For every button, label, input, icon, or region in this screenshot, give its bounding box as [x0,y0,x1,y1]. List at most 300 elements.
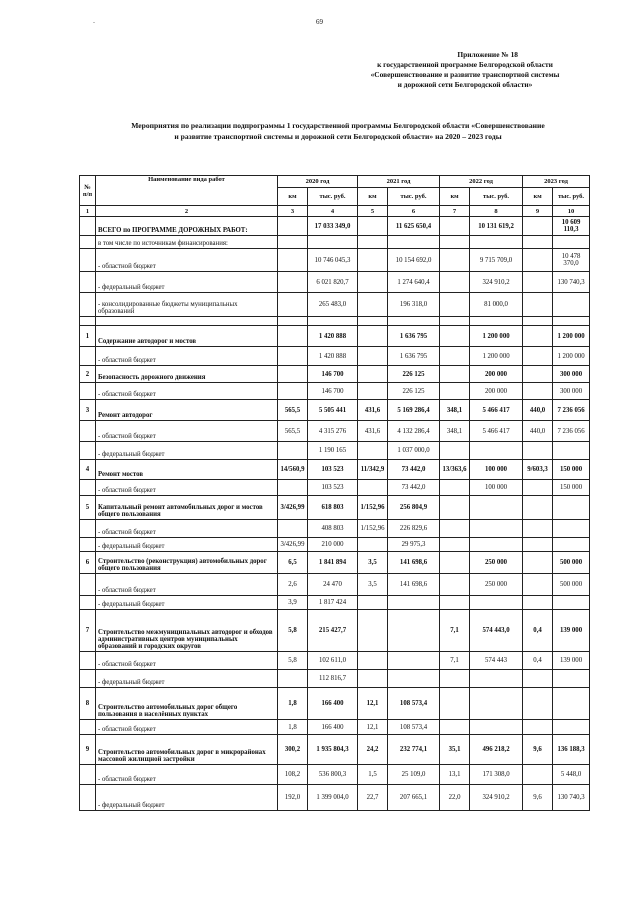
km-cell [278,383,308,400]
column-number: 6 [388,206,440,217]
km-cell [523,326,553,347]
amount-cell [553,596,590,610]
amount-cell: 200 000 [470,366,523,383]
km-cell [523,442,553,460]
table-row [80,366,590,383]
row-number [80,347,96,366]
table-row [80,293,590,317]
amount-cell: 1 636 795 [388,347,440,366]
table-row [80,720,590,735]
amount-cell: 1 200 000 [553,347,590,366]
amount-cell: 1 200 000 [470,347,523,366]
km-cell: 565,5 [278,400,308,421]
amount-cell [553,720,590,735]
table-row [80,596,590,610]
table-body [80,217,590,811]
amount-cell: 5 448,0 [553,765,590,785]
amount-cell: 200 000 [470,383,523,400]
table-row [80,347,590,366]
header-km: км [358,188,388,206]
km-cell: 13/363,6 [440,460,470,480]
amount-cell: 574 443 [470,652,523,670]
km-cell: 431,6 [358,400,388,421]
work-type-cell: - федеральный бюджет [96,442,278,460]
header-year: 2023 год [523,176,590,188]
amount-cell [470,670,523,688]
km-cell: 12,1 [358,720,388,735]
table-row [80,317,590,326]
row-number [80,596,96,610]
km-cell [358,480,388,496]
km-cell [523,383,553,400]
km-cell: 1,8 [278,688,308,720]
row-number [80,293,96,317]
amount-cell: 5 466 417 [470,421,523,442]
row-number [80,480,96,496]
km-cell: 9/603,3 [523,460,553,480]
header-rub: тыс. руб. [470,188,523,206]
km-cell: 300,2 [278,735,308,765]
amount-cell: 256 804,9 [388,496,440,520]
table-row [80,785,590,811]
km-cell [358,670,388,688]
amount-cell: 1 841 894 [308,552,358,574]
header-km: км [523,188,553,206]
km-cell [278,670,308,688]
amount-cell [308,317,358,326]
km-cell [358,249,388,272]
amount-cell: 136 188,3 [553,735,590,765]
amount-cell: 500 000 [553,574,590,596]
km-cell [523,272,553,293]
amount-cell: 536 800,3 [308,765,358,785]
amount-cell: 1 190 165 [308,442,358,460]
work-type-cell: - областной бюджет [96,520,278,538]
row-number [80,765,96,785]
amount-cell: 103 523 [308,460,358,480]
table-row [80,520,590,538]
amount-cell: 102 611,0 [308,652,358,670]
amount-cell [388,236,440,249]
km-cell [278,520,308,538]
km-cell [358,347,388,366]
amount-cell [470,538,523,552]
table-row [80,610,590,652]
km-cell [358,272,388,293]
km-cell: 431,6 [358,421,388,442]
km-cell [523,688,553,720]
km-cell [523,765,553,785]
amount-cell: 496 218,2 [470,735,523,765]
column-number: 2 [96,206,278,217]
amount-cell: 618 803 [308,496,358,520]
km-cell: 0,4 [523,610,553,652]
work-type-cell: - федеральный бюджет [96,538,278,552]
km-cell: 3,5 [358,552,388,574]
work-type-cell: - консолидированные бюджеты муниципальных образований [96,293,278,317]
amount-cell: 73 442,0 [388,460,440,480]
work-type-cell: - областной бюджет [96,249,278,272]
km-cell: 6,5 [278,552,308,574]
column-number: 1 [80,206,96,217]
table-row [80,421,590,442]
table-row [80,735,590,765]
appendix-header [360,50,570,90]
km-cell [523,520,553,538]
km-cell [358,217,388,236]
work-type-cell: Содержание автодорог и мостов [96,326,278,347]
amount-cell: 139 000 [553,610,590,652]
row-number [80,720,96,735]
km-cell [440,596,470,610]
amount-cell: 250 000 [470,574,523,596]
row-number: 4 [80,460,96,480]
header-work-type: Наименование вида работ [96,176,278,206]
amount-cell: 10 478 370,0 [553,249,590,272]
km-cell: 3/426,99 [278,496,308,520]
amount-cell: 1 399 004,0 [308,785,358,811]
amount-cell: 300 000 [553,366,590,383]
amount-cell: 500 000 [553,552,590,574]
km-cell [523,552,553,574]
km-cell: 5,8 [278,652,308,670]
km-cell [440,520,470,538]
work-type-cell: - областной бюджет [96,480,278,496]
work-type-cell: - областной бюджет [96,421,278,442]
km-cell [278,442,308,460]
km-cell: 35,1 [440,735,470,765]
km-cell [278,236,308,249]
amount-cell: 7 236 056 [553,400,590,421]
amount-cell: 210 000 [308,538,358,552]
table-row [80,765,590,785]
column-number: 5 [358,206,388,217]
work-type-cell: Строительство (реконструкция) автомобильных дорог общего пользования [96,552,278,574]
work-type-cell: Строительство межмуниципальных автодорог и обходов административных центров муниципальных образований и городских округов [96,610,278,652]
km-cell: 13,1 [440,765,470,785]
km-cell: 24,2 [358,735,388,765]
header-year: 2020 год [278,176,358,188]
row-number: 2 [80,366,96,383]
amount-cell [470,317,523,326]
km-cell: 348,1 [440,400,470,421]
amount-cell: 10 154 692,0 [388,249,440,272]
km-cell [278,347,308,366]
title-line: и развитие транспортной системы и дорожной сети Белгородской области» на 2020 – 2023 годы [174,132,502,141]
km-cell: 22,7 [358,785,388,811]
row-number: 3 [80,400,96,421]
km-cell: 1,5 [358,765,388,785]
amount-cell [553,520,590,538]
amount-cell: 226 125 [388,366,440,383]
km-cell: 2,6 [278,574,308,596]
header-num: № п/п [80,176,96,206]
amount-cell: 150 000 [553,460,590,480]
appendix-line: «Совершенствование и развитие транспортной системы [370,70,560,79]
work-type-cell: - областной бюджет [96,347,278,366]
amount-cell: 5 466 417 [470,400,523,421]
table-row [80,480,590,496]
amount-cell: 1 636 795 [388,326,440,347]
work-type-cell: Строительство автомобильных дорог общего пользования в населённых пунктах [96,688,278,720]
amount-cell: 100 000 [470,480,523,496]
appendix-number: Приложение № 18 [457,50,518,59]
amount-cell: 17 033 349,0 [308,217,358,236]
km-cell [523,538,553,552]
km-cell [440,480,470,496]
amount-cell: 150 000 [553,480,590,496]
km-cell [358,317,388,326]
amount-cell [553,442,590,460]
km-cell [278,480,308,496]
page-number: 69 [316,18,323,26]
km-cell [440,538,470,552]
amount-cell: 1 274 640,4 [388,272,440,293]
work-type-cell: ВСЕГО по ПРОГРАММЕ ДОРОЖНЫХ РАБОТ: [96,217,278,236]
amount-cell: 112 816,7 [308,670,358,688]
km-cell [358,538,388,552]
amount-cell: 141 698,6 [388,574,440,596]
km-cell [278,317,308,326]
km-cell [440,366,470,383]
km-cell: 7,1 [440,610,470,652]
work-type-cell: - федеральный бюджет [96,272,278,293]
km-cell [523,293,553,317]
table-row [80,552,590,574]
row-number: 7 [80,610,96,652]
km-cell [358,442,388,460]
amount-cell: 324 910,2 [470,272,523,293]
table-row [80,670,590,688]
amount-cell: 103 523 [308,480,358,496]
amount-cell [553,317,590,326]
column-number: 9 [523,206,553,217]
row-number: 8 [80,688,96,720]
amount-cell: 1 037 000,0 [388,442,440,460]
amount-cell: 29 975,3 [388,538,440,552]
table-row [80,574,590,596]
amount-cell [553,688,590,720]
row-number [80,520,96,538]
km-cell [278,293,308,317]
row-number [80,442,96,460]
header-rub: тыс. руб. [388,188,440,206]
km-cell: 348,1 [440,421,470,442]
km-cell [440,442,470,460]
km-cell [358,236,388,249]
km-cell [278,366,308,383]
amount-cell [553,538,590,552]
amount-cell: 300 000 [553,383,590,400]
amount-cell: 5 505 441 [308,400,358,421]
km-cell [440,552,470,574]
table-row [80,496,590,520]
header-km: км [440,188,470,206]
header-year: 2021 год [358,176,440,188]
amount-cell: 4 315 276 [308,421,358,442]
work-type-cell: - областной бюджет [96,720,278,735]
amount-cell: 130 740,3 [553,272,590,293]
table-row [80,688,590,720]
amount-cell: 25 109,0 [388,765,440,785]
amount-cell [553,236,590,249]
amount-cell [308,236,358,249]
km-cell: 11/342,9 [358,460,388,480]
amount-cell: 4 132 286,4 [388,421,440,442]
km-cell [278,249,308,272]
km-cell [523,480,553,496]
work-type-cell: - федеральный бюджет [96,596,278,610]
work-type-cell: Безопасность дорожного движения [96,366,278,383]
work-type-cell: Капитальный ремонт автомобильных дорог и мостов общего пользования [96,496,278,520]
row-number [80,574,96,596]
km-cell [523,366,553,383]
amount-cell: 10 131 619,2 [470,217,523,236]
km-cell [440,272,470,293]
amount-cell: 1 200 000 [470,326,523,347]
row-number [80,670,96,688]
header-km: км [278,188,308,206]
work-type-cell: - областной бюджет [96,383,278,400]
amount-cell: 108 573,4 [388,688,440,720]
row-number: 5 [80,496,96,520]
work-type-cell: - федеральный бюджет [96,670,278,688]
km-cell [358,383,388,400]
table-row [80,249,590,272]
km-cell: 108,2 [278,765,308,785]
km-cell [440,326,470,347]
column-number: 4 [308,206,358,217]
amount-cell: 166 400 [308,720,358,735]
row-number [80,383,96,400]
table-row [80,326,590,347]
appendix-line: и дорожной сети Белгородской области» [397,80,533,89]
table-header [80,176,590,217]
amount-cell: 6 021 820,7 [308,272,358,293]
amount-cell: 1 817 424 [308,596,358,610]
amount-cell [470,442,523,460]
km-cell [440,383,470,400]
km-cell [523,236,553,249]
km-cell [523,496,553,520]
amount-cell: 130 740,3 [553,785,590,811]
km-cell: 7,1 [440,652,470,670]
work-type-cell: Ремонт мостов [96,460,278,480]
amount-cell [470,236,523,249]
row-number [80,272,96,293]
km-cell [358,652,388,670]
km-cell [523,720,553,735]
row-number [80,652,96,670]
km-cell [523,596,553,610]
amount-cell: 10 746 045,3 [308,249,358,272]
km-cell [523,347,553,366]
amount-cell: 10 609 110,3 [553,217,590,236]
km-cell: 1,8 [278,720,308,735]
amount-cell: 324 910,2 [470,785,523,811]
amount-cell: 5 169 286,4 [388,400,440,421]
km-cell [440,347,470,366]
km-cell: 1/152,96 [358,496,388,520]
km-cell [440,317,470,326]
amount-cell: 408 803 [308,520,358,538]
work-type-cell [96,317,278,326]
amount-cell: 232 774,1 [388,735,440,765]
title-line: Мероприятия по реализации подпрограммы 1 государственной программы Белгородской области «Совершенствование [131,121,545,130]
amount-cell: 9 715 709,0 [470,249,523,272]
document-title [88,120,588,142]
column-number: 3 [278,206,308,217]
km-cell [523,574,553,596]
amount-cell [388,610,440,652]
km-cell [358,610,388,652]
amount-cell: 215 427,7 [308,610,358,652]
km-cell [440,496,470,520]
km-cell [523,317,553,326]
amount-cell: 166 400 [308,688,358,720]
km-cell [523,670,553,688]
amount-cell: 226 125 [388,383,440,400]
amount-cell: 171 308,0 [470,765,523,785]
table-row [80,383,590,400]
amount-cell [553,293,590,317]
amount-cell: 81 000,0 [470,293,523,317]
km-cell: 440,0 [523,400,553,421]
table-row [80,272,590,293]
amount-cell [553,670,590,688]
header-year: 2022 год [440,176,523,188]
row-number [80,785,96,811]
amount-cell: 1 420 888 [308,326,358,347]
amount-cell [553,496,590,520]
km-cell: 22,0 [440,785,470,811]
measures-table [79,175,590,811]
table-row [80,460,590,480]
work-type-cell: в том числе по источникам финансирования: [96,236,278,249]
km-cell [440,217,470,236]
km-cell: 0,4 [523,652,553,670]
table-row [80,538,590,552]
km-cell: 3,5 [358,574,388,596]
amount-cell: 574 443,0 [470,610,523,652]
km-cell [440,670,470,688]
work-type-cell: - областной бюджет [96,574,278,596]
row-number: 1 [80,326,96,347]
amount-cell: 73 442,0 [388,480,440,496]
km-cell [358,366,388,383]
column-number: 7 [440,206,470,217]
amount-cell: 1 420 888 [308,347,358,366]
work-type-cell: - федеральный бюджет [96,785,278,811]
table-row [80,400,590,421]
km-cell: 14/560,9 [278,460,308,480]
amount-cell [470,688,523,720]
row-number [80,236,96,249]
table-row [80,442,590,460]
amount-cell: 1 200 000 [553,326,590,347]
amount-cell: 250 000 [470,552,523,574]
km-cell [523,249,553,272]
row-number: 9 [80,735,96,765]
km-cell: 5,8 [278,610,308,652]
km-cell [278,217,308,236]
header-rub: тыс. руб. [553,188,590,206]
km-cell [440,720,470,735]
km-cell [358,293,388,317]
row-number [80,421,96,442]
amount-cell: 146 700 [308,383,358,400]
amount-cell: 141 698,6 [388,552,440,574]
